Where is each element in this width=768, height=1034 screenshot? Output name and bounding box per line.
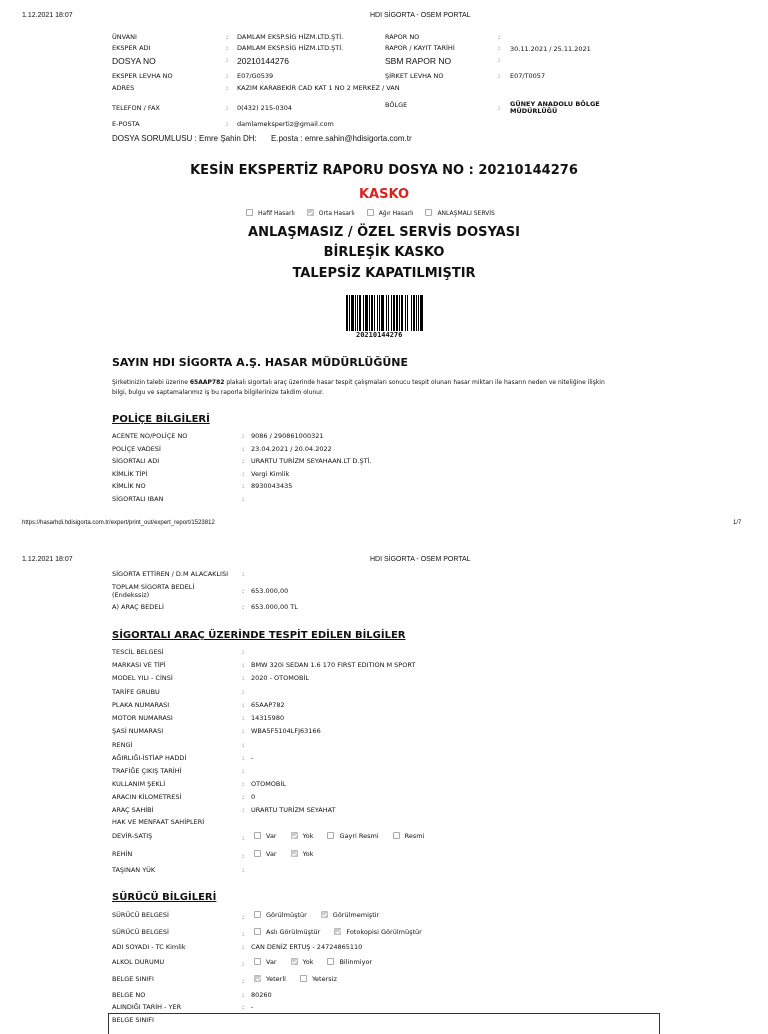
- policy-label: KİMLİK NO: [112, 482, 146, 490]
- total-sum-colon: :: [242, 587, 245, 595]
- alcohol-option-label: Yok: [302, 958, 314, 966]
- vehicle-value: BMW 320i SEDAN 1.6 170 FIRST EDITION M SPORT: [251, 661, 416, 669]
- license-seen-option-g-r-lm-t-r: [254, 911, 307, 919]
- vehicle-colon: :: [242, 648, 245, 656]
- addressee-heading: SAYIN HDI SİGORTA A.Ş. HASAR MÜDÜRLÜĞÜNE: [112, 356, 409, 369]
- info-label: E-POSTA: [112, 120, 140, 128]
- rehin-option-label: Var: [266, 850, 277, 858]
- info-colon: :: [498, 104, 501, 112]
- info-value: 30.11.2021 / 25.11.2021: [510, 45, 591, 53]
- info-value: E07/T0057: [510, 72, 546, 80]
- license-seen-options: [254, 911, 393, 919]
- policy-colon: :: [242, 494, 245, 503]
- vehicle-label: AĞIRLIĞI-İSTİAP HADDİ: [112, 754, 187, 762]
- vehicle-label: KULLANIM ŞEKLİ: [112, 780, 166, 788]
- rehin-colon: :: [242, 852, 245, 860]
- driver-name-value: CAN DENİZ ERTUŞ - 24724865110: [251, 943, 363, 951]
- info-label: ADRES: [112, 84, 135, 92]
- alcohol-options: [254, 958, 386, 966]
- devir-satis-options: [254, 832, 438, 840]
- damage-option-label: Hafif Hasarlı: [258, 210, 295, 217]
- license-class-option-yetersiz: [300, 975, 337, 983]
- total-sum-value: 653.000,00: [251, 587, 289, 595]
- devir-satis-option-resmi: [393, 832, 425, 840]
- vehicle-colon: :: [242, 674, 245, 682]
- checkbox-fotokopisi-g-r-lm-t-r[interactable]: [334, 928, 341, 935]
- license-no-value: 80260: [251, 991, 272, 999]
- vehicle-colon: :: [242, 727, 245, 735]
- license-class-label: BELGE SINIFI: [112, 975, 154, 983]
- license-place-label: ALINDIĞI TARİH - YER: [112, 1003, 182, 1011]
- checkbox-hafif-hasarl[interactable]: [246, 209, 253, 216]
- checkbox-bilinmiyor[interactable]: [327, 958, 334, 965]
- driver-name-colon: :: [242, 943, 245, 951]
- driver-section-title: SÜRÜCÜ BİLGİLERİ: [112, 892, 217, 903]
- intro-paragraph-line2: bilgi, bulgu ve saptamalarımız iş bu raporla bilgilerinize takdim olunur.: [112, 389, 324, 396]
- info-colon: :: [226, 44, 229, 52]
- alcohol-option-yok: [291, 958, 314, 966]
- info-colon: :: [226, 84, 229, 92]
- checkbox-g-r-lmemi-tir[interactable]: [321, 911, 328, 918]
- vehicle-label: TESCİL BELGESİ: [112, 648, 164, 656]
- insured-holder-colon: :: [242, 570, 245, 578]
- total-sum-label: TOPLAM SİGORTA BEDELİ: [112, 583, 195, 591]
- policy-value: Vergi Kimlik: [251, 469, 290, 478]
- license-original-label: SÜRÜCÜ BELGESİ: [112, 928, 169, 936]
- checkbox-var[interactable]: [254, 958, 261, 965]
- damage-severity-options: [246, 209, 507, 217]
- rehin-label: REHİN: [112, 850, 133, 858]
- checkbox-var[interactable]: [254, 850, 261, 857]
- vehicle-colon: :: [242, 661, 245, 669]
- info-colon: :: [498, 33, 501, 41]
- checkbox-orta-hasarl[interactable]: [307, 209, 314, 216]
- barcode-number: 20210144276: [356, 331, 403, 339]
- checkbox-resmi[interactable]: [393, 832, 400, 839]
- vehicle-value-label: A) ARAÇ BEDELİ: [112, 603, 164, 611]
- license-seen-option-label: Görülmüştür: [266, 911, 307, 919]
- info-colon: :: [498, 44, 501, 52]
- policy-value: 23.04.2021 / 20.04.2022: [251, 444, 332, 453]
- portal-title: HDI SİGORTA - OSEM PORTAL: [370, 12, 471, 19]
- policy-label: ACENTE NO/POLİÇE NO: [112, 432, 188, 440]
- vehicle-value: -: [251, 754, 254, 762]
- checkbox-yetersiz[interactable]: [300, 975, 307, 982]
- service-type-title: ANLAŞMASIZ / ÖZEL SERVİS DOSYASI: [248, 225, 520, 240]
- info-colon: :: [226, 33, 229, 41]
- total-sum-sublabel: (Endekssiz): [112, 591, 150, 599]
- damage-option-anla-mali-servi-s: [425, 209, 494, 217]
- print-datetime: 1.12.2021 18:07: [22, 12, 73, 19]
- license-original-option-label: Fotokopisi Görülmüştür: [346, 928, 422, 936]
- alcohol-option-label: Bilinmiyor: [339, 958, 373, 966]
- license-seen-colon: :: [242, 913, 245, 921]
- intro-paragraph: Şirketinizin talebi üzerine 65AAP782 plakalı sigortalı araç üzerinde hasar tespit çalışmaları sonucu tespit olunan hasar miktarı ile hasarın neden ve niteliğine ilişkin: [112, 379, 605, 386]
- vehicle-label: TRAFİĞE ÇIKIŞ TARİHİ: [112, 767, 182, 775]
- page1-header: [0, 12, 768, 26]
- policy-label: POLİÇE VADESİ: [112, 444, 161, 453]
- vehicle-label: MOTOR NUMARASI: [112, 714, 173, 722]
- rehin-option-yok: [291, 850, 314, 858]
- policy-colon: :: [242, 469, 245, 478]
- info-label: EKSPER ADI: [112, 44, 151, 52]
- portal-title: HDI SİGORTA - OSEM PORTAL: [370, 556, 471, 563]
- license-original-option-asl-g-r-lm-t-r: [254, 928, 320, 936]
- license-original-options: [254, 928, 436, 936]
- checkbox-anla-mali-servi-s[interactable]: [425, 209, 432, 216]
- info-colon: :: [226, 56, 229, 64]
- vehicle-colon: :: [242, 688, 245, 696]
- vehicle-label: RENGİ: [112, 741, 133, 749]
- barcode-bar: [423, 295, 424, 331]
- policy-colon: :: [242, 457, 245, 465]
- policy-label: SİGORTALI ADI: [112, 457, 160, 465]
- alcohol-option-bilinmiyor: [327, 958, 372, 966]
- vehicle-label: ARACIN KİLOMETRESİ: [112, 793, 182, 801]
- vehicle-colon: :: [242, 754, 245, 762]
- checkbox-yok[interactable]: [291, 832, 298, 839]
- info-value: GÜNEY ANADOLU BÖLGE MÜDÜRLÜĞÜ: [510, 100, 600, 115]
- vehicle-value-value: 653.000,00 TL: [251, 603, 298, 611]
- page-url[interactable]: https://hasarhdi.hdisigorta.com.tr/expert/print_out/expert_report/1523812: [22, 520, 215, 526]
- vehicle-colon: :: [242, 793, 245, 801]
- license-original-option-label: Aslı Görülmüştür: [266, 928, 321, 936]
- license-original-colon: :: [242, 930, 245, 938]
- info-label: RAPOR NO: [385, 33, 420, 41]
- info-label: EKSPER LEVHA NO: [112, 72, 173, 80]
- vehicle-value: WBA5F5104LFJ63166: [251, 727, 321, 735]
- info-value: damlamekspertiz@gmail.com: [237, 120, 334, 128]
- alcohol-label: ALKOL DURUMU: [112, 958, 165, 966]
- rehin-option-var: [254, 850, 277, 858]
- vehicle-label: HAK VE MENFAAT SAHİPLERİ: [112, 818, 205, 826]
- info-value: KAZIM KARABEKİR CAD KAT 1 NO 2 MERKEZ / VAN: [237, 84, 400, 92]
- license-place-colon: :: [242, 1003, 245, 1011]
- vehicle-label: ŞASİ NUMARASI: [112, 727, 164, 735]
- vehicle-label: MODEL YILI - CİNSİ: [112, 674, 173, 682]
- report-title: KESİN EKSPERTİZ RAPORU DOSYA NO : 20210144276: [190, 163, 578, 178]
- damage-option-orta-hasarl: [307, 209, 355, 217]
- plate-number: 65AAP782: [189, 379, 225, 386]
- info-label: ÜNVANI: [112, 33, 137, 41]
- kasko-label: KASKO: [358, 187, 410, 202]
- driver-name-label: ADI SOYADI - TC Kimlik: [112, 943, 186, 951]
- info-colon: :: [498, 56, 501, 64]
- license-class-colon: :: [242, 977, 245, 985]
- info-label: RAPOR / KAYIT TARİHİ: [385, 44, 455, 52]
- vehicle-colon: :: [242, 714, 245, 722]
- policy-section-title: POLİÇE BİLGİLERİ: [112, 414, 210, 425]
- vehicle-label: TARİFE GRUBU: [112, 688, 160, 696]
- alcohol-option-label: Var: [266, 958, 277, 966]
- policy-colon: :: [242, 432, 245, 440]
- vehicle-value: OTOMOBİL: [251, 780, 286, 788]
- alcohol-colon: :: [242, 960, 245, 968]
- print-datetime: 1.12.2021 18:07: [22, 556, 73, 563]
- license-class-options: [254, 975, 351, 983]
- checkbox-yeterli[interactable]: [254, 975, 261, 982]
- vehicle-colon: :: [242, 701, 245, 709]
- damage-option-hafif-hasarl: [246, 209, 295, 217]
- cargo-colon: :: [242, 866, 245, 874]
- checkbox-a-r-hasarl[interactable]: [367, 209, 374, 216]
- vehicle-colon: :: [242, 741, 245, 749]
- info-colon: :: [226, 104, 229, 112]
- cargo-label: TAŞINAN YÜK: [112, 866, 156, 874]
- license-seen-option-g-r-lmemi-tir: [321, 911, 380, 919]
- policy-label: KİMLİK TİPİ: [112, 469, 148, 478]
- license-seen-label: SÜRÜCÜ BELGESİ: [112, 911, 169, 919]
- devir-satis-option-label: Gayri Resmi: [339, 832, 379, 840]
- license-place-value: -: [251, 1003, 254, 1011]
- file-responsible: DOSYA SORUMLUSU : Emre Şahin DH: E.posta : emre.sahin@hdisigorta.com.tr: [112, 134, 412, 143]
- devir-satis-option-yok: [291, 832, 314, 840]
- vehicle-label: ARAÇ SAHİBİ: [112, 806, 154, 814]
- checkbox-var[interactable]: [254, 832, 261, 839]
- page2-header: [0, 556, 768, 570]
- devir-satis-label: DEVİR-SATIŞ: [112, 832, 153, 840]
- barcode: [346, 295, 424, 331]
- vehicle-value: 0: [251, 793, 256, 801]
- info-label: DOSYA NO: [112, 56, 156, 66]
- devir-satis-colon: :: [242, 834, 245, 842]
- devir-satis-option-label: Var: [266, 832, 277, 840]
- license-class-option-label: Yeterli: [266, 975, 286, 983]
- checkbox-gayri-resmi[interactable]: [327, 832, 334, 839]
- license-class-option-label: Yetersiz: [311, 975, 337, 983]
- rehin-option-label: Yok: [302, 850, 314, 858]
- policy-colon: :: [242, 444, 245, 453]
- damage-option-label: Ağır Hasarlı: [378, 210, 414, 217]
- info-colon: :: [226, 120, 229, 128]
- license-original-option-fotokopisi-g-r-lm-t-r: [334, 928, 422, 936]
- devir-satis-option-label: Yok: [302, 832, 314, 840]
- info-colon: :: [226, 72, 229, 80]
- info-label: SBM RAPOR NO: [385, 56, 452, 66]
- license-no-label: BELGE NO: [112, 991, 146, 999]
- damage-option-label: ANLAŞMALI SERVİS: [437, 210, 495, 217]
- page-number: 1/7: [733, 520, 742, 526]
- policy-colon: :: [242, 482, 245, 490]
- vehicle-label: PLAKA NUMARASI: [112, 701, 170, 709]
- insured-holder-label: SİGORTA ETTİREN / D.M ALACAKLISI: [112, 570, 229, 578]
- devir-satis-option-gayri-resmi: [327, 832, 378, 840]
- devir-satis-option-label: Resmi: [404, 832, 425, 840]
- checkbox-g-r-lm-t-r[interactable]: [254, 911, 261, 918]
- vehicle-colon: :: [242, 767, 245, 775]
- license-class-table-header: BELGE SINIFI: [112, 1016, 154, 1024]
- license-no-colon: :: [242, 991, 245, 999]
- info-label: TELEFON / FAX: [112, 104, 160, 112]
- info-value: E07/G0539: [237, 72, 274, 80]
- vehicle-value: URARTU TURİZM SEYAHAT: [251, 806, 336, 814]
- devir-satis-option-var: [254, 832, 277, 840]
- checkbox-asl-g-r-lm-t-r[interactable]: [254, 928, 261, 935]
- vehicle-value: 14315980: [251, 714, 285, 722]
- info-label: ŞİRKET LEVHA NO: [385, 72, 444, 80]
- policy-value: 8930043435: [251, 482, 293, 490]
- info-colon: :: [498, 72, 501, 80]
- rehin-options: [254, 850, 327, 858]
- checkbox-yok[interactable]: [291, 850, 298, 857]
- vehicle-value: 65AAP782: [251, 701, 285, 709]
- responsible-email: E.posta : emre.sahin@hdisigorta.com.tr: [271, 134, 412, 143]
- info-value: DAMLAM EKSP.SİG HİZM.LTD.ŞTİ.: [237, 33, 344, 41]
- policy-label: SİGORTALI IBAN: [112, 494, 164, 503]
- vehicle-value: 2020 - OTOMOBİL: [251, 674, 309, 682]
- info-value: DAMLAM EKSP.SİG HİZM.LTD.ŞTİ.: [237, 44, 344, 52]
- closure-title: TALEPSİZ KAPATILMIŞTIR: [292, 266, 476, 281]
- info-label: BÖLGE: [385, 101, 408, 109]
- kasko-type-title: BİRLEŞİK KASKO: [323, 245, 445, 260]
- checkbox-yok[interactable]: [291, 958, 298, 965]
- damage-option-a-r-hasarl: [367, 209, 414, 217]
- alcohol-option-var: [254, 958, 277, 966]
- policy-value: URARTU TURİZM SEYAHAAN.LT D.ŞTİ.: [251, 457, 372, 465]
- info-value: 20210144276: [237, 56, 290, 66]
- license-class-option-yeterli: [254, 975, 286, 983]
- vehicle-colon: :: [242, 806, 245, 814]
- vehicle-label: MARKASI VE TİPİ: [112, 661, 166, 669]
- policy-value: 9086 / 290861000321: [251, 432, 324, 440]
- license-seen-option-label: Görülmemiştir: [332, 911, 380, 919]
- vehicle-value-colon: :: [242, 603, 245, 611]
- info-value: 0(432) 215-0304: [237, 104, 292, 112]
- vehicle-section-title: SİGORTALI ARAÇ ÜZERİNDE TESPİT EDİLEN BİLGİLER: [112, 630, 406, 641]
- damage-option-label: Orta Hasarlı: [318, 210, 355, 217]
- vehicle-colon: :: [242, 780, 245, 788]
